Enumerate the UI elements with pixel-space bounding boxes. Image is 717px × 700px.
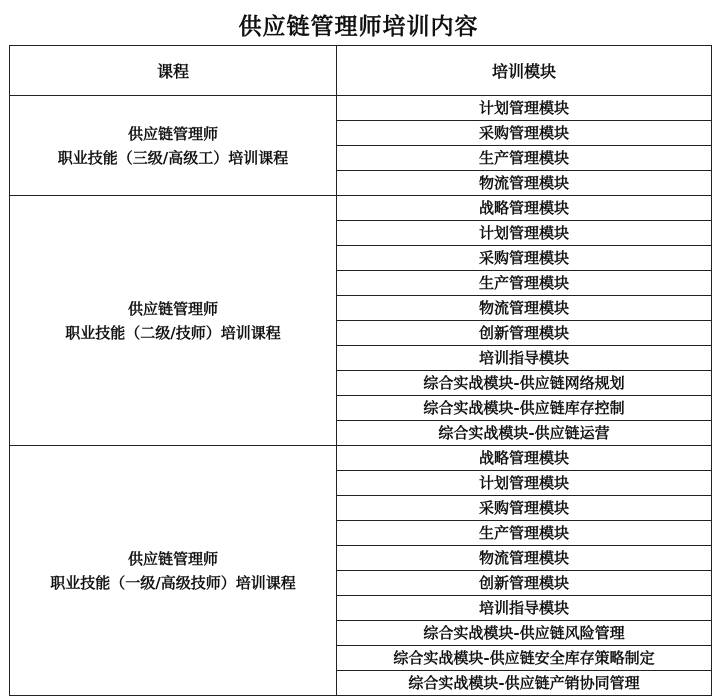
module-cell: 综合实战模块-供应链风险管理 — [337, 621, 712, 646]
table-body — [10, 96, 712, 696]
module-cell: 计划管理模块 — [337, 221, 712, 246]
module-cell: 综合实战模块-供应链产销协同管理 — [337, 671, 712, 696]
table-header-row — [10, 46, 712, 96]
module-cell: 综合实战模块-供应链库存控制 — [337, 396, 712, 421]
module-cell: 战略管理模块 — [337, 446, 712, 471]
course-cell — [10, 196, 337, 446]
module-cell: 培训指导模块 — [337, 346, 712, 371]
module-cell: 创新管理模块 — [337, 571, 712, 596]
module-cell: 物流管理模块 — [337, 546, 712, 571]
module-cell: 计划管理模块 — [337, 471, 712, 496]
module-cell: 计划管理模块 — [337, 96, 712, 121]
module-cell: 战略管理模块 — [337, 196, 712, 221]
course-cell — [10, 96, 337, 196]
course-name: 供应链管理师 — [127, 549, 218, 568]
course-name: 供应链管理师 — [127, 299, 218, 318]
module-cell: 采购管理模块 — [337, 496, 712, 521]
module-cell: 生产管理模块 — [337, 271, 712, 296]
course-level: 职业技能（二级/技师）培训课程 — [65, 323, 281, 342]
course-level: 职业技能（一级/高级技师）培训课程 — [50, 573, 296, 592]
module-cell: 培训指导模块 — [337, 596, 712, 621]
training-content-table — [9, 45, 712, 696]
module-cell: 创新管理模块 — [337, 321, 712, 346]
module-cell: 生产管理模块 — [337, 146, 712, 171]
module-cell: 综合实战模块-供应链运营 — [337, 421, 712, 446]
table-row — [10, 446, 712, 471]
module-cell: 综合实战模块-供应链安全库存策略制定 — [337, 646, 712, 671]
course-level: 职业技能（三级/高级工）培训课程 — [57, 148, 289, 167]
column-header-module: 培训模块 — [337, 46, 712, 96]
course-cell — [10, 446, 337, 696]
course-name: 供应链管理师 — [127, 124, 218, 143]
module-cell: 物流管理模块 — [337, 296, 712, 321]
module-cell: 物流管理模块 — [337, 171, 712, 196]
table-row — [10, 96, 712, 121]
module-cell: 生产管理模块 — [337, 521, 712, 546]
module-cell: 综合实战模块-供应链网络规划 — [337, 371, 712, 396]
module-cell: 采购管理模块 — [337, 246, 712, 271]
table-row — [10, 196, 712, 221]
page-title: 供应链管理师培训内容 — [238, 14, 479, 40]
column-header-course: 课程 — [10, 46, 337, 96]
module-cell: 采购管理模块 — [337, 121, 712, 146]
